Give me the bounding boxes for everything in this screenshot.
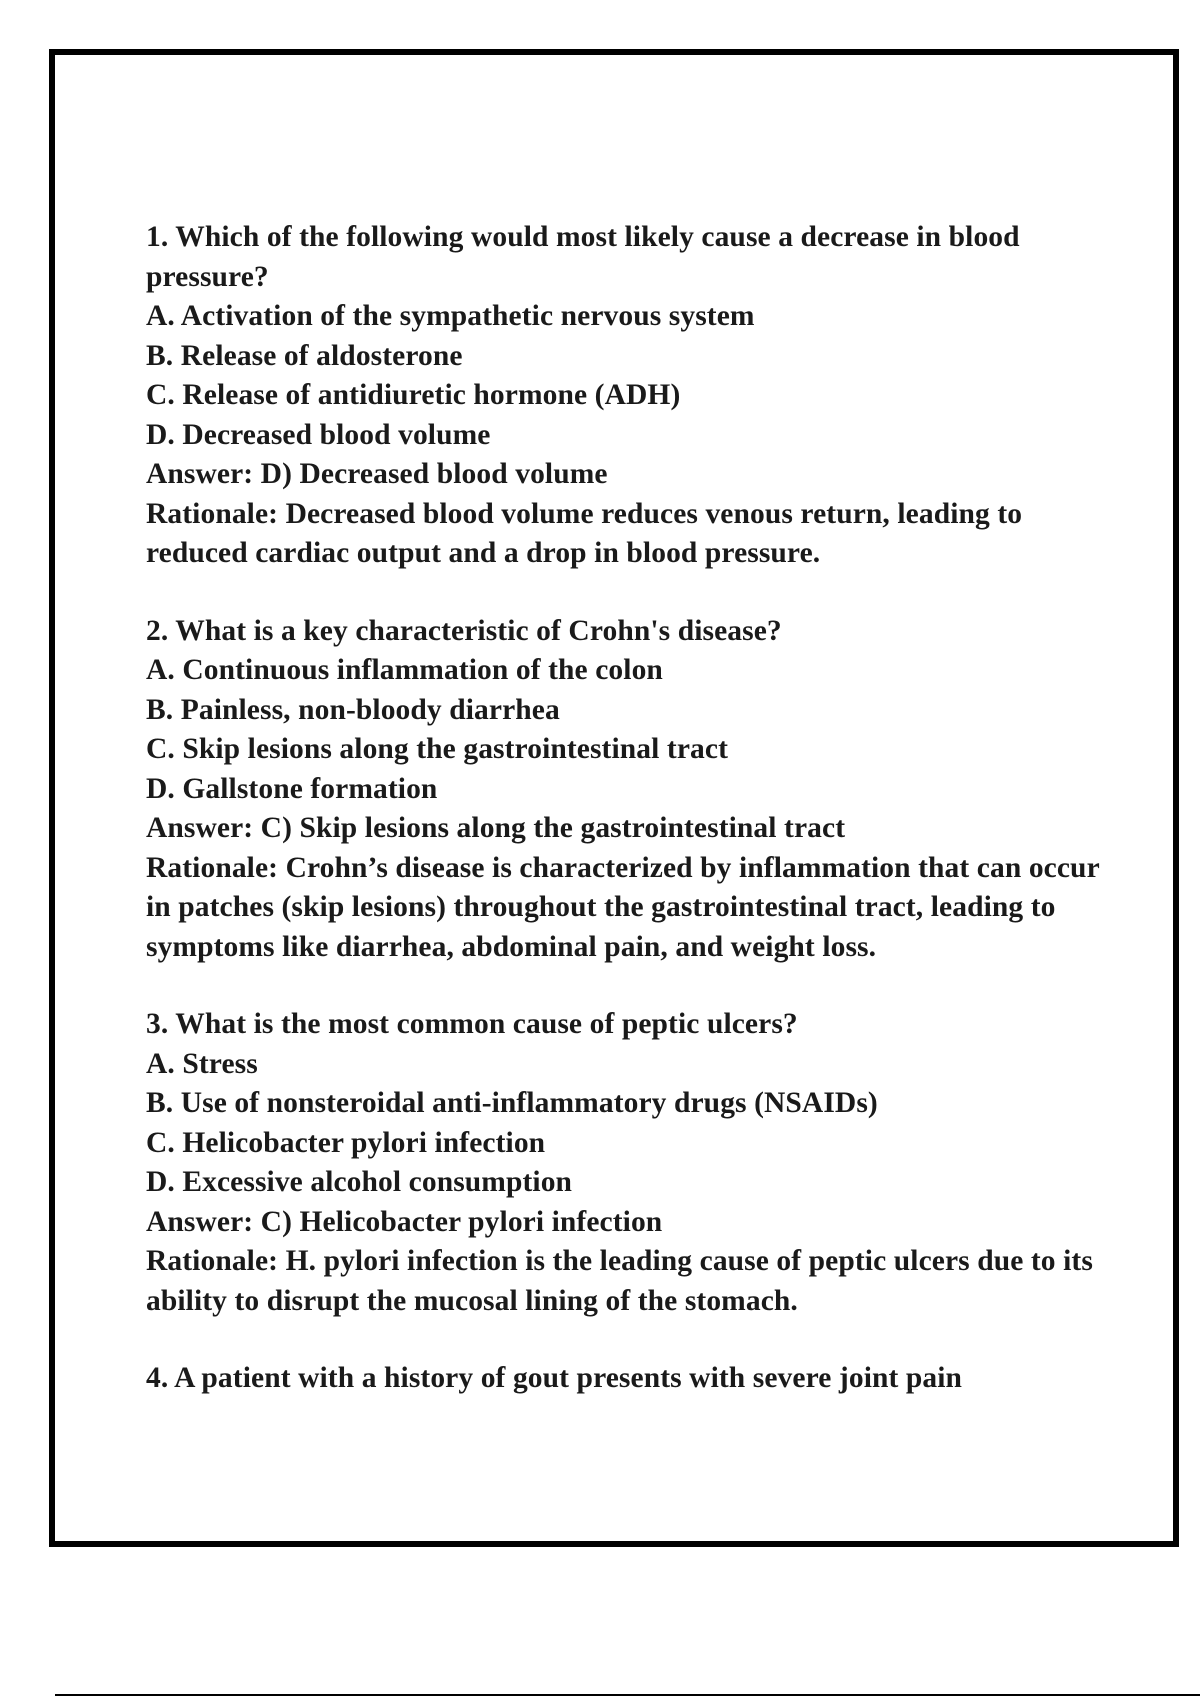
bottom-divider bbox=[55, 1694, 1200, 1696]
question-block-2 bbox=[146, 612, 1106, 968]
question-text: 1. Which of the following would most likely cause a decrease in blood pressure? bbox=[146, 221, 1020, 293]
option-c: C. Helicobacter pylori infection bbox=[146, 1126, 546, 1159]
question-text: 4. A patient with a history of gout presents with severe joint pain bbox=[146, 1362, 963, 1394]
option-c: C. Skip lesions along the gastrointestinal tract bbox=[146, 733, 728, 765]
option-a: A. Activation of the sympathetic nervous system bbox=[146, 300, 755, 332]
option-b: B. Painless, non-bloody diarrhea bbox=[146, 693, 560, 726]
option-d: D. Gallstone formation bbox=[146, 772, 438, 805]
question-text: 3. What is the most common cause of peptic ulcers? bbox=[146, 1008, 798, 1040]
question-block-4-partial bbox=[146, 1359, 1106, 1399]
answer-text: Answer: C) Helicobacter pylori infection bbox=[146, 1205, 663, 1238]
option-a: A. Stress bbox=[146, 1047, 258, 1080]
option-a: A. Continuous inflammation of the colon bbox=[146, 654, 663, 686]
answer-text: Answer: D) Decreased blood volume bbox=[146, 458, 608, 490]
question-block-3 bbox=[146, 1005, 1106, 1321]
option-b: B. Use of nonsteroidal anti-inflammatory drugs (NSAIDs) bbox=[146, 1087, 878, 1119]
document-content bbox=[146, 218, 1106, 1437]
rationale-text: Rationale: Decreased blood volume reduces venous return, leading to reduced cardiac output and a drop in blood pressure. bbox=[146, 497, 1023, 569]
rationale-text: Rationale: H. pylori infection is the leading cause of peptic ulcers due to its ability to disrupt the mucosal lining of the stomach. bbox=[146, 1245, 1093, 1317]
rationale-text: Rationale: Crohn’s disease is characterized by inflammation that can occur in patches (skip lesions) throughout the gastrointestinal tract, leading to symptoms like diarrhea, abdominal pain, and weight loss. bbox=[146, 851, 1100, 963]
option-d: D. Excessive alcohol consumption bbox=[146, 1166, 573, 1198]
option-d: D. Decreased blood volume bbox=[146, 418, 491, 451]
option-b: B. Release of aldosterone bbox=[146, 339, 463, 372]
option-c: C. Release of antidiuretic hormone (ADH) bbox=[146, 379, 681, 411]
question-block-1 bbox=[146, 218, 1106, 574]
answer-text: Answer: C) Skip lesions along the gastrointestinal tract bbox=[146, 812, 846, 844]
question-text: 2. What is a key characteristic of Crohn's disease? bbox=[146, 614, 782, 647]
